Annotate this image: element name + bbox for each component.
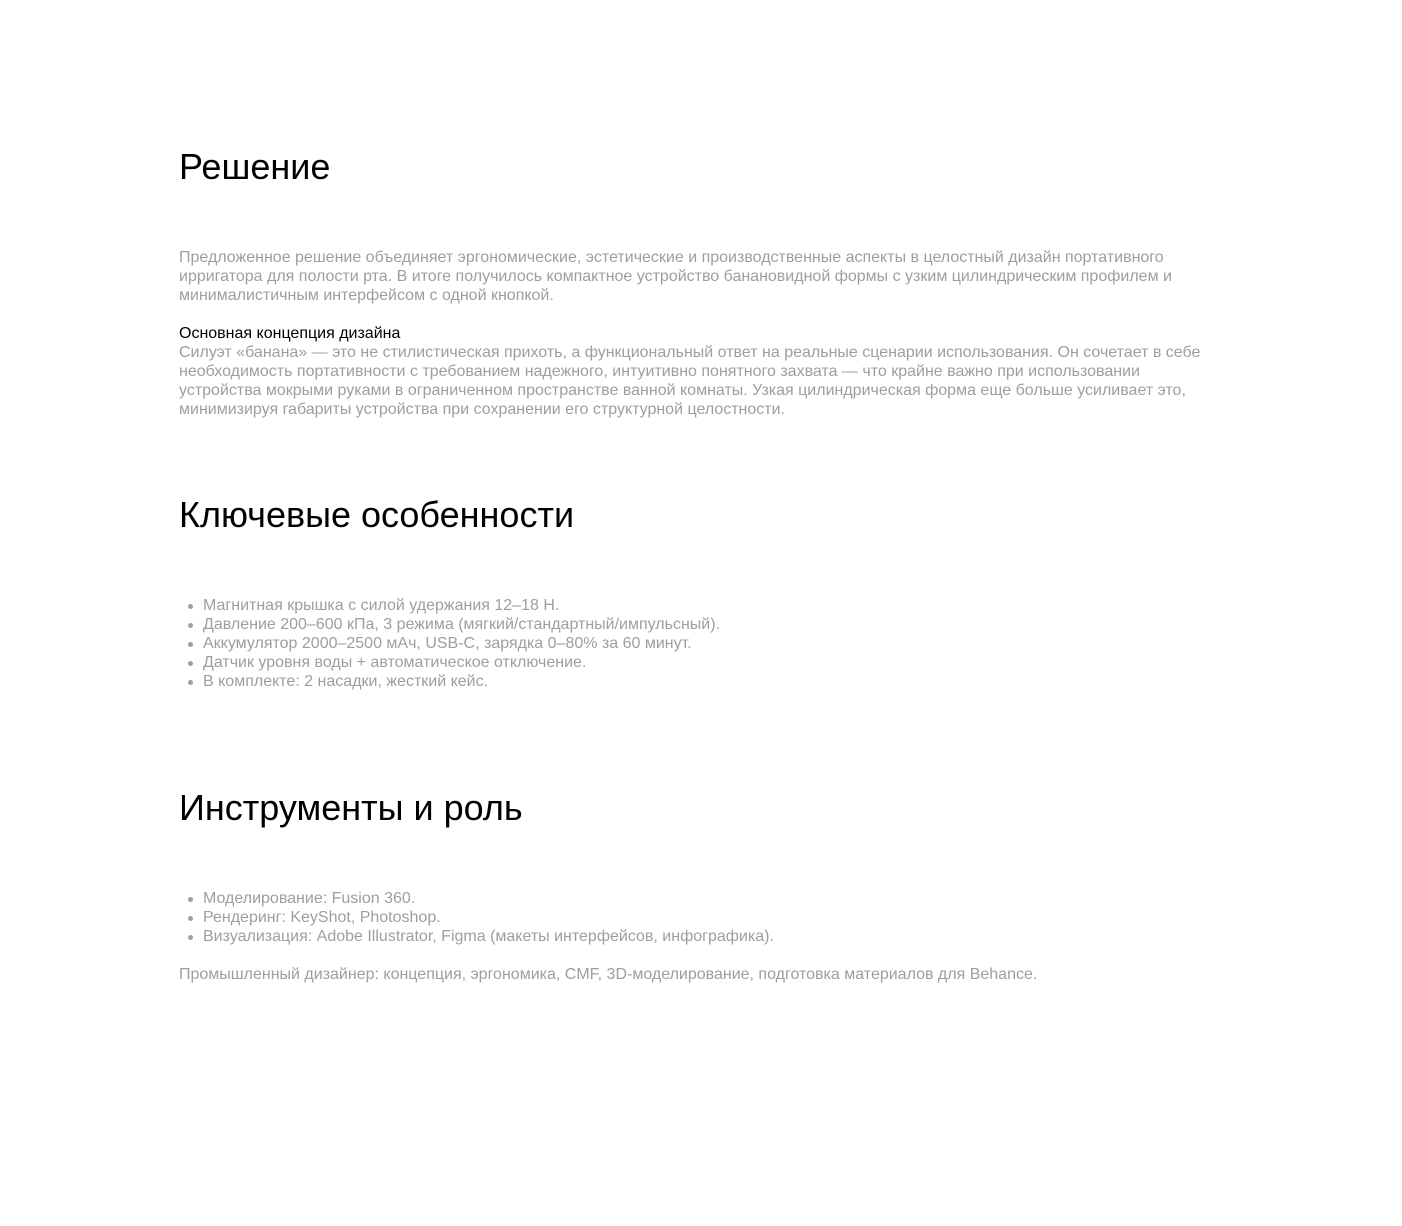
list-item: Магнитная крышка с силой удержания 12–18 Н. <box>203 596 720 615</box>
features-title: Ключевые особенности <box>179 494 575 535</box>
solution-intro: Предложенное решение объединяет эргономические, эстетические и производственные аспекты в целостный дизайн портативного ирригатора для полости рта. В итоге получилось компактное устройство банановидной формы с узким цилиндрическим профилем и минималистичным интерфейсом с одной кнопкой. <box>179 249 1172 304</box>
list-item: Датчик уровня воды + автоматическое отключение. <box>203 653 720 672</box>
list-item: Моделирование: Fusion 360. <box>203 889 774 908</box>
concept-heading: Основная концепция дизайна <box>179 325 401 342</box>
list-item: Рендеринг: KeyShot, Photoshop. <box>203 908 774 927</box>
features-list <box>179 596 720 691</box>
list-item: В комплекте: 2 насадки, жесткий кейс. <box>203 672 720 691</box>
tools-title: Инструменты и роль <box>179 787 523 828</box>
list-item: Аккумулятор 2000–2500 мАч, USB-C, зарядка 0–80% за 60 минут. <box>203 634 720 653</box>
list-item: Визуализация: Adobe Illustrator, Figma (макеты интерфейсов, инфографика). <box>203 928 774 945</box>
role-text: Промышленный дизайнер: концепция, эргономика, CMF, 3D-моделирование, подготовка материалов для Behance. <box>179 966 1038 983</box>
concept-text: Силуэт «банана» — это не стилистическая прихоть, а функциональный ответ на реальные сценарии использования. Он сочетает в себе необходимость портативности с требованием надежного, интуитивно понятного захвата — что крайне важно при использовании устройства мокрыми руками в ограниченном пространстве ванной комнаты. Узкая цилиндрическая форма еще больше усиливает это, минимизируя габариты устройства при сохранении его структурной целостности. <box>179 344 1201 418</box>
list-item: Давление 200–600 кПа, 3 режима (мягкий/стандартный/импульсный). <box>203 616 721 633</box>
tools-list <box>179 889 774 946</box>
solution-title: Решение <box>179 146 331 187</box>
